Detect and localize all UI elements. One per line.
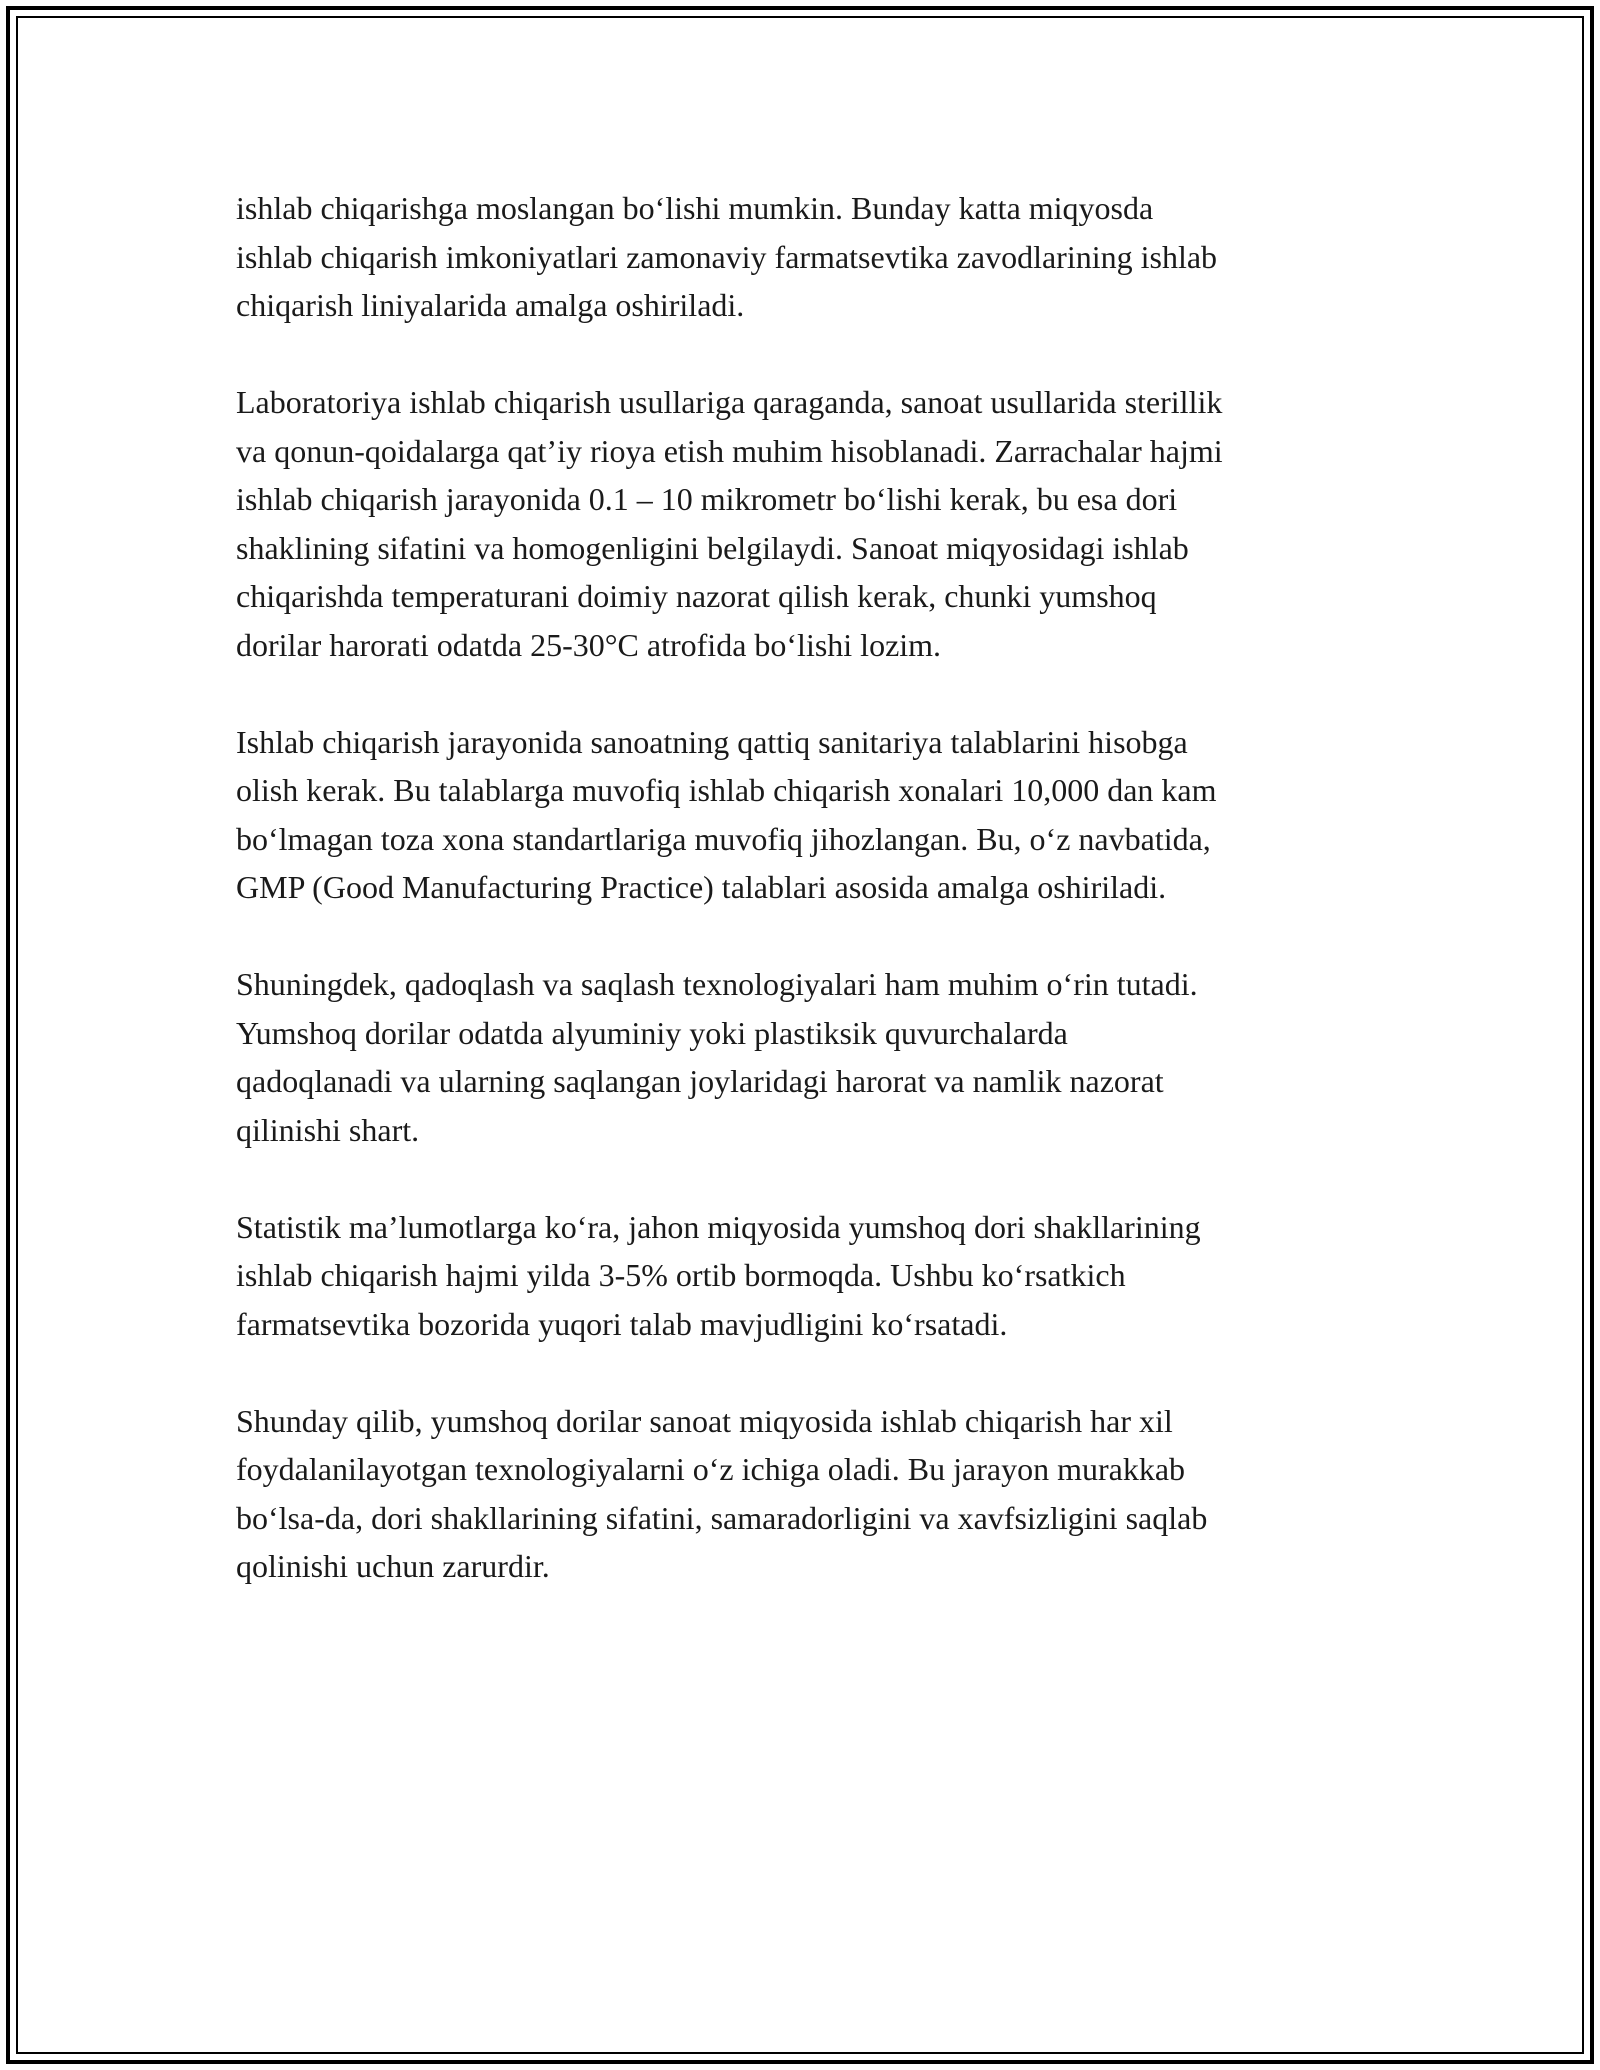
paragraph-3: Ishlab chiqarish jarayonida sanoatning qattiq sanitariya talablarini hisobga olish kerak. Bu talablarga muvofiq ishlab chiqarish xonalari 10,000 dan kam bo‘lmagan toza xona standartlariga muvofiq jihozlangan. Bu, o‘z navbatida, GMP (Good Manufacturing Practice) talablari asosida amalga oshiriladi.	[236, 723, 1217, 905]
paragraph-4: Shuningdek, qadoqlash va saqlash texnologiyalari ham muhim o‘rin tutadi. Yumshoq dorilar odatda alyuminiy yoki plastiksik quvurchalarda qadoqlanadi va ularning saqlangan joylaridagi harorat va namlik nazorat qilinishi shart.	[236, 966, 1198, 1148]
paragraph-6: Shunday qilib, yumshoq dorilar sanoat miqyosida ishlab chiqarish har xil foydalanilayotgan texnologiyalarni o‘z ichiga oladi. Bu jarayon murakkab bo‘lsa-da, dori shakllarining sifatini, samaradorligini va xavfsizligini saqlab qolinishi uchun zarurdir.	[236, 1402, 1208, 1584]
paragraph-2: Laboratoriya ishlab chiqarish usullariga qaraganda, sanoat usullarida sterillik va qonun-qoidalarga qat’iy rioya etish muhim hisoblanadi. Zarrachalar hajmi ishlab chiqarish jarayonida 0.1 – 10 mikrometr bo‘lishi kerak, bu esa dori shaklining sifatini va homogenligini belgilaydi. Sanoat miqyosidagi ishlab chiqarishda temperaturani doimiy nazorat qilish kerak, chunki yumshoq dorilar harorati odatda 25-30°C atrofida bo‘lishi lozim.	[236, 384, 1223, 663]
paragraph-5: Statistik ma’lumotlarga ko‘ra, jahon miqyosida yumshoq dori shakllarining ishlab chiqarish hajmi yilda 3-5% ortib bormoqda. Ushbu ko‘rsatkich farmatsevtika bozorida yuqori talab mavjudligini ko‘rsatadi.	[236, 1208, 1201, 1342]
document-body	[236, 184, 1376, 1639]
paragraph-1: ishlab chiqarishga moslangan bo‘lishi mumkin. Bunday katta miqyosda ishlab chiqarish imkoniyatlari zamonaviy farmatsevtika zavodlarining ishlab chiqarish liniyalarida amalga oshiriladi.	[236, 190, 1218, 323]
